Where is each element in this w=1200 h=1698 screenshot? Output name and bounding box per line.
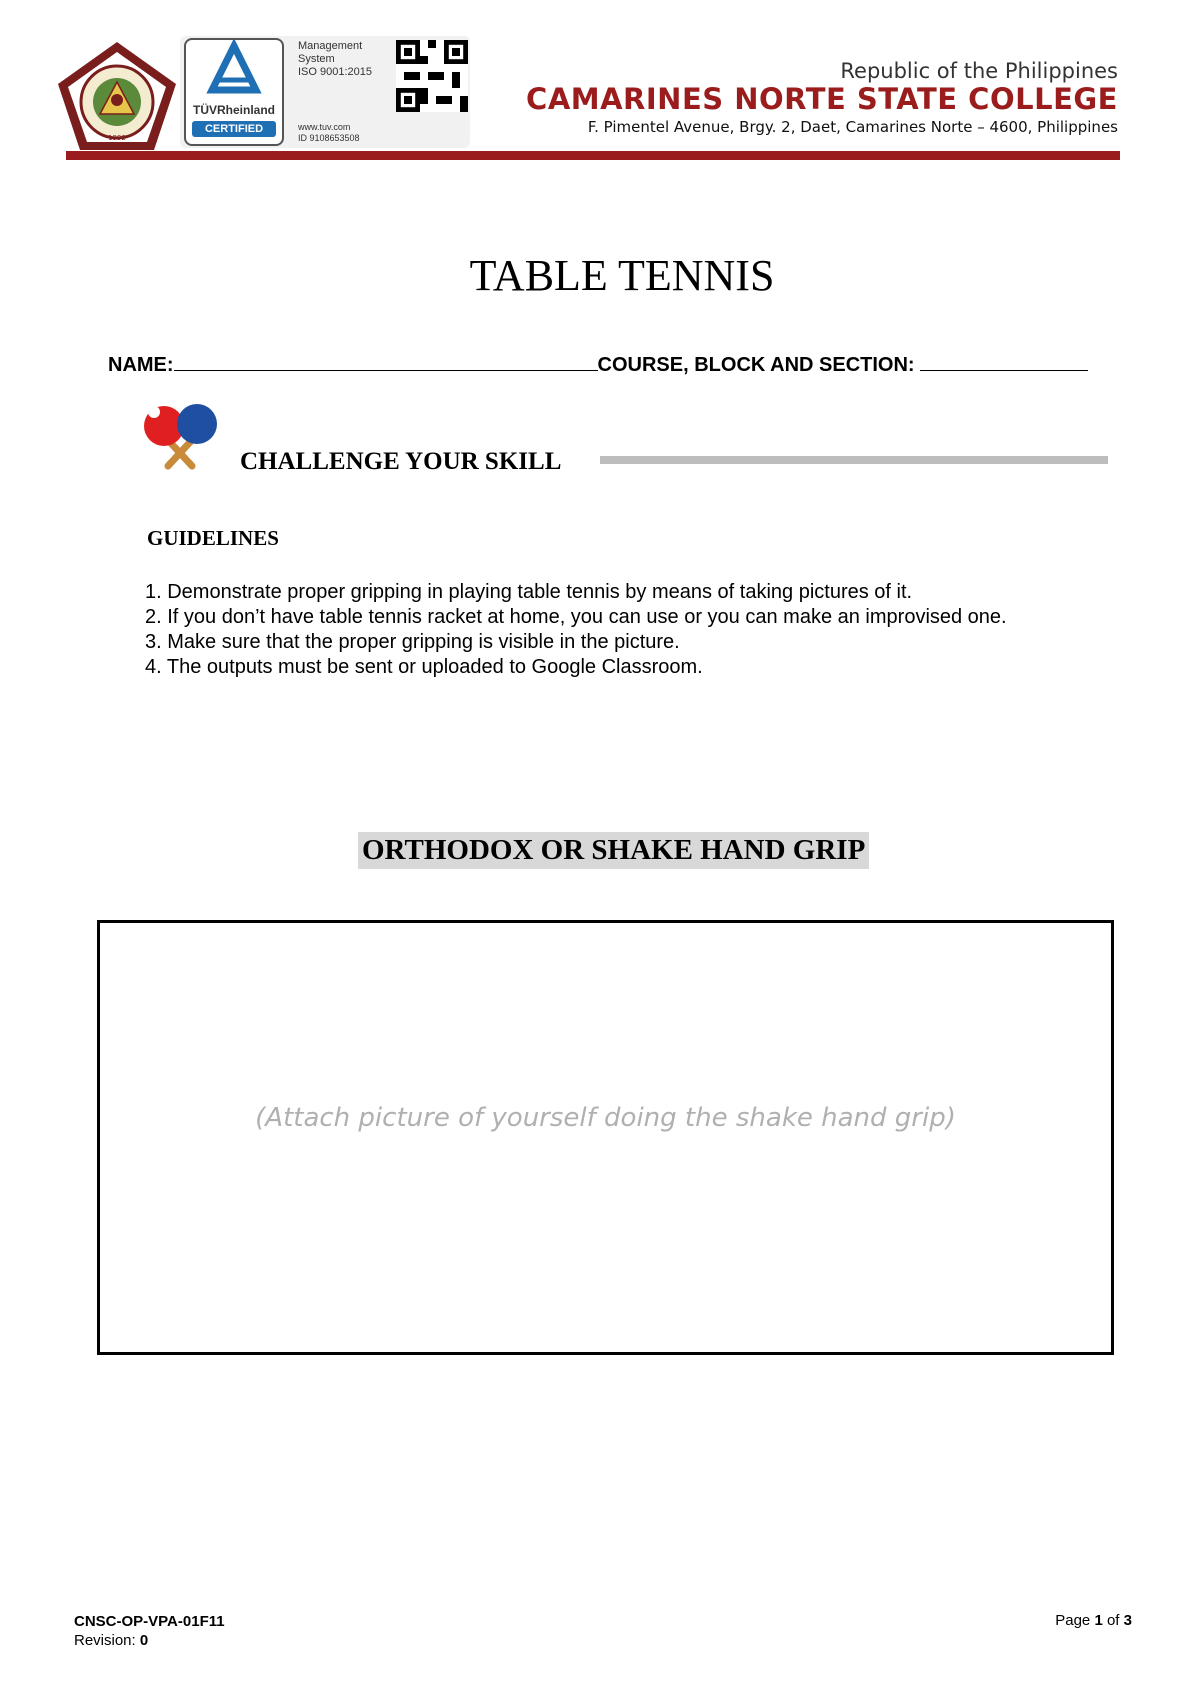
list-item: 4. The outputs must be sent or uploaded to Google Classroom. [145,656,703,678]
course-blank-field[interactable] [920,352,1088,371]
tuv-triangle-icon [186,40,282,104]
list-item: 2. If you don’t have table tennis racket at home, you can use or you can make an improvised one. [145,606,1007,628]
name-blank-field[interactable] [174,352,598,371]
tuv-badge [184,38,284,146]
photo-placeholder-text: (Attach picture of yourself doing the shake hand grip) [255,1103,956,1133]
tuv-certified-badge: CERTIFIED [192,121,276,137]
name-course-line [108,352,1088,377]
name-label: NAME: [108,354,174,376]
page-title: TABLE TENNIS [469,251,775,300]
college-address: F. Pimentel Avenue, Brgy. 2, Daet, Camarines Norte – 4600, Philippines [587,118,1118,136]
revision-line: Revision: 0 [74,1632,149,1649]
republic-text: Republic of the Philippines [840,59,1118,83]
photo-attachment-box[interactable] [97,920,1114,1355]
guidelines-heading: GUIDELINES [147,526,279,550]
challenge-heading: CHALLENGE YOUR SKILL [240,448,562,475]
cert-system-text: Management System ISO 9001:2015 [298,40,373,78]
list-item: 3. Make sure that the proper gripping is visible in the picture. [145,631,680,653]
college-seal-logo [56,40,178,152]
college-name: CAMARINES NORTE STATE COLLEGE [526,82,1118,116]
page-number: Page 1 of 3 [1055,1612,1132,1629]
qr-code-icon [396,40,468,112]
footer-doc-info [74,1612,225,1650]
list-item: 1. Demonstrate proper gripping in playing table tennis by means of taking pictures of it. [145,581,913,603]
header-rule [66,151,1120,160]
course-label: COURSE, BLOCK AND SECTION: [597,354,915,376]
tuv-brand: TÜVRheinland [192,103,275,117]
svg-text:1992: 1992 [108,134,126,142]
challenge-divider [600,456,1108,464]
cert-contact-text: www.tuv.com ID 9108653508 [298,122,360,143]
doc-code: CNSC-OP-VPA-01F11 [74,1613,225,1630]
guidelines-list [145,580,1007,680]
section-title: ORTHODOX OR SHAKE HAND GRIP [358,832,869,869]
ping-pong-paddles-icon [140,404,224,472]
